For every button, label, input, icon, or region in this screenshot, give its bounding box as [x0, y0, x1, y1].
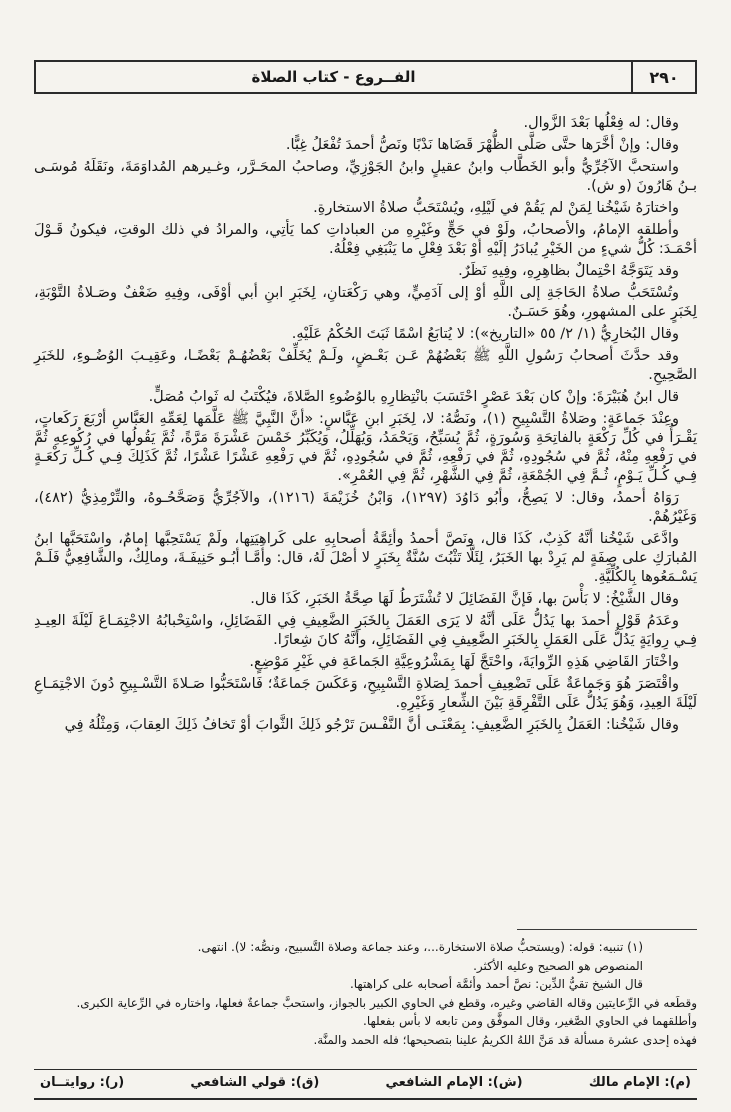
paragraph: وعِنْدَ جَماعَةٍ: وصَلاةُ التَّسْبِيحِ (١)، ونَصُّهُ: لا، لِخَبَرِ ابنِ عَبَّاسٍ: «أنَّ النَّبِيَّ ﷺ عَلَّمَها لِعَمِّهِ العَبَّاسِ أرْبَعَ رَكَعاتٍ، يَقْـرَأُ في كُلِّ رَكْعَةٍ بالفاتِحَةِ وَسُورَةٍ، ثُمَّ يُسَبِّحُ، وَيَحْمَدُ، وَيُهَلِّلُ، وَيُكَبِّرُ خَمْسَ عَشْرَةَ مَرَّةً، ثُمَّ يَقُولُها في رُكُوعِهِ ثُمَّ في رَفْعِهِ مِنْهُ، ثُمَّ في سُجُودِهِ، ثُمَّ في رَفْعِهِ، ثُمَّ في سُجُودِهِ، ثُمَّ في رَفْعِهِ عَشْرًا عَشْرًا، ثُمَّ كَذَلِكَ فِـي كُـلِّ رَكْعَـةٍ فِـي كُـلِّ يَـوْمٍ، ثُـمَّ فِي الجُمْعَةِ، ثُمَّ فِي الشَّهْرِ، ثُمَّ فِي العُمْرِ».: [34, 411, 697, 484]
footnote-line: قال الشيخ تقيُّ الدِّين: نصَّ أحمد وأئمَّة أصحابه على كراهتها.: [349, 977, 643, 991]
footnote-line: وأطلقهما في الحاوي الصَّغير، وقال الموفَّق ومن تابعه لا بأس بفعلها.: [363, 1014, 697, 1028]
paragraph: وقد حدَّثَ أصحابُ رَسُولِ اللَّهِ ﷺ بَعْضُهُمْ عَـن بَعْـضٍ، ولَـمْ يُخَلِّفْ بَعْضُهُـمْ بَعْضًـا، وعَقِيـبَ الوُضُـوءِ، للخَبَرِ الصَّحِيحِ.: [34, 348, 697, 383]
paragraph: وتُسْتَحَبُّ صلاةُ الحَاجَةِ إلى اللَّهِ أوْ إلى آدَمِيٍّ، وهي رَكْعَتانِ، لِخَبَرِ ابنِ أبي أوْفَى، وفِيهِ ضَعْفٌ وصَـلاةُ التَّوْبَةِ، لِخَبَرٍ على المشهورِ، وهُوَ حَسَـنٌ.: [34, 285, 697, 320]
footnote-line: فهذه إحدى عشرة مسألة قد مَنَّ اللهُ الكريمُ علينا بتصحيحها؛ فله الحمد والمنَّة.: [313, 1032, 697, 1047]
paragraph: وعَدَمُ قَوْلِ أحمدَ بها يَدُلُّ عَلَى أنَّهُ لا يَرَى العَمَلَ بِالخَبَرِ الضَّعِيفِ فِي الفَضَائِلِ، واسْتِحْبابُهُ الاجْتِمَـاعَ لَيْلَةَ العِيـدِ فِـي رِوايَةٍ يَدُلُّ عَلَى العَمَلِ بِالخَبَرِ الضَّعِيفِ فِي الفَضَائِلِ، وأنَّهُ كانَ شِعارًا.: [34, 613, 697, 648]
paragraph: قال ابنُ هُبَيْرَةَ: وإنْ كان بَعْدَ عَصْرٍ احْتَسَبَ بانْتِظارِهِ بالوُضُوءِ الصَّلاةَ، فيُكْتَبُ له ثَوابُ مُصَلٍّ.: [148, 389, 679, 405]
paragraph: واستحبَّ الآجُرِّيُّ وأبو الخَطَّاب وابنُ عقيلٍ وابنُ الجَوْزِيِّ، وصاحبُ المحَـرَّر، وغـيرهم المُداوَمَةَ، ونَقَلَهُ مُوسَـى بـنُ هَارُونَ (و ش).: [34, 159, 697, 194]
paragraph: وقال الشَّيْخُ: لا بَأْسَ بها، فَإنَّ الفَضَائِلَ لا تُشْتَرَطُ لَهَا صِحَّةُ الخَبَرِ، كَذَا قال.: [250, 591, 679, 607]
abbreviation-key: [34, 1069, 697, 1100]
paragraph: وقد يَتَوَجَّهُ احْتِمالٌ بظاهِرِهِ، وفِيهِ نَظَرٌ.: [458, 263, 679, 279]
paragraph: رَوَاهُ أحمدُ، وقال: لا يَصِحُّ، وأبُو دَاوُدَ (١٢٩٧)، وَابْنُ خُزَيْمَةَ (١٢١٦)، والآجُرِّيُّ وَصَحَّحُـوهُ، والتِّرْمِذِيُّ (٤٨٢)، وَغَيْرُهُمْ.: [34, 490, 697, 525]
paragraph: وقال شَيْخُنا: العَمَلُ بِالخَبَرِ الضَّعِيفِ: بِمَعْنَـى أنَّ النَّفْـسَ تَرْجُو ذَلِكَ الثَّوابَ أوْ تَخافُ ذَلِكَ العِقابَ، وَمِثْلُهُ فِي: [64, 717, 679, 733]
paragraph: وقال: له فِعْلُها بَعْدَ الزَّوال.: [523, 115, 679, 131]
footnotes-section: [34, 929, 697, 1050]
abbrev-qawlay-shafii: (ق): قولي الشافعي: [190, 1075, 320, 1090]
paragraph: وقال: وإنْ أخَّرَها حتَّى صَلَّى الظُّهْرَ قَضَاها نَدْبًا ونَصُّ أحمدَ تُفْعَلُ غِبًّا.: [285, 137, 679, 153]
footnote-separator: [517, 929, 697, 930]
paragraph: واختارَهُ شَيْخُنا لِمَنْ لم يَقُمْ في لَيْلِهِ، ويُسْتَحَبُّ صلاةُ الاستخارةِ.: [313, 200, 679, 216]
footnote-line: وقطَعه في الرِّعايتين وقاله القاضي وغيره، وقطع في الحاوي الكبير بالجواز، واستحبَّ جماعةٌ فعلها، واختاره في الرِّعاية الكبرى.: [76, 995, 697, 1010]
footnote-line: المنصوص هو الصحيح وعليه الأكثر.: [473, 958, 643, 973]
paragraph: وأطلقه الإمامُ، والأصحابُ، ولَوْ في حَجٍّ وغَيْرِهِ من العباداتِ كما يَأتِي، والمرادُ في ذلك الوقتِ، فيكونُ قَـوْلَ أحْمَـدَ: كُلُّ شيءٍ من الخَيْرِ يُبادَرُ إلَيْهِ أوْ بَعْدَ فِعْلِ ما يَنْبَغِي فِعْلُهُ.: [34, 222, 697, 257]
body-text: [34, 114, 697, 735]
book-title: الفــروع - كتاب الصلاة: [251, 68, 416, 86]
abbrev-malik: (م): الإمام مالك: [588, 1075, 691, 1090]
paragraph: وقال البُخارِيُّ (١/ ٢/ ٥٥ «التاريخ»): لا يُتابَعُ اسْمًا ثَبَتَ الحُكْمُ عَلَيْهِ.: [291, 326, 679, 342]
page-header: [34, 60, 697, 94]
abbrev-riwayatan: (ر): روايتــان: [40, 1075, 125, 1090]
paragraph: واقْتَصَرَ هُوَ وَجَماعَةٌ عَلَى تَضْعِيفِ أحمدَ لِصَلاةِ التَّسْبِيحِ، وَعَكَسَ جَماعَةٌ؛ فَاسْتَحَبُّوا صَـلاةَ التَّسْـبِيحِ دُونَ الاجْتِمَـاعِ لَيْلَةَ العِيدِ، وَهُوَ يَدُلُّ عَلَى التَّفْرِقَةِ بَيْنَ الشِّعارِ وَغَيْرِهِ.: [34, 676, 697, 711]
paragraph: واخْتَارَ القَاضِي هَذِهِ الرِّوايَةَ، واحْتَجَّ لَهَا بِمَشْرُوعِيَّةِ الجَماعَةِ في غَيْرِ مَوْضِعٍ.: [249, 654, 679, 670]
page-number: ٢٩٠: [631, 62, 695, 92]
paragraph: وادَّعَى شَيْخُنا أنَّهُ كَذِبٌ، كَذَا قال، ونَصَّ أحمدُ وأئِمَّةُ أصحابِهِ على كَراهِيَتِها، ولَمْ يَسْتَحِبَّها إمامٌ، واسْتَحَبَّها ابنُ المُبارَكِ على صِفَةٍ لم يَرِدْ بها الخَبَرُ، لِئَلَّا تَثْبُتَ سُنَّةٌ بِخَبَرٍ لا أصْلَ لَهُ، قال: وأمَّـا أبُـو حَنِيفَـةَ، ومالِكٌ، والشَّافِعِيُّ فَلَـمْ يَسْـمَعُوها بِالكُلِّيَّةِ.: [34, 531, 697, 585]
abbrev-shafii: (ش): الإمام الشافعي: [385, 1075, 523, 1090]
footnote-line: (١) تنبيه: قوله: (ويستحبُّ صلاة الاستخارة...، وعند جماعة وصلاة التَّسبيح، ونصُّه: لا). انتهى.: [197, 940, 643, 954]
